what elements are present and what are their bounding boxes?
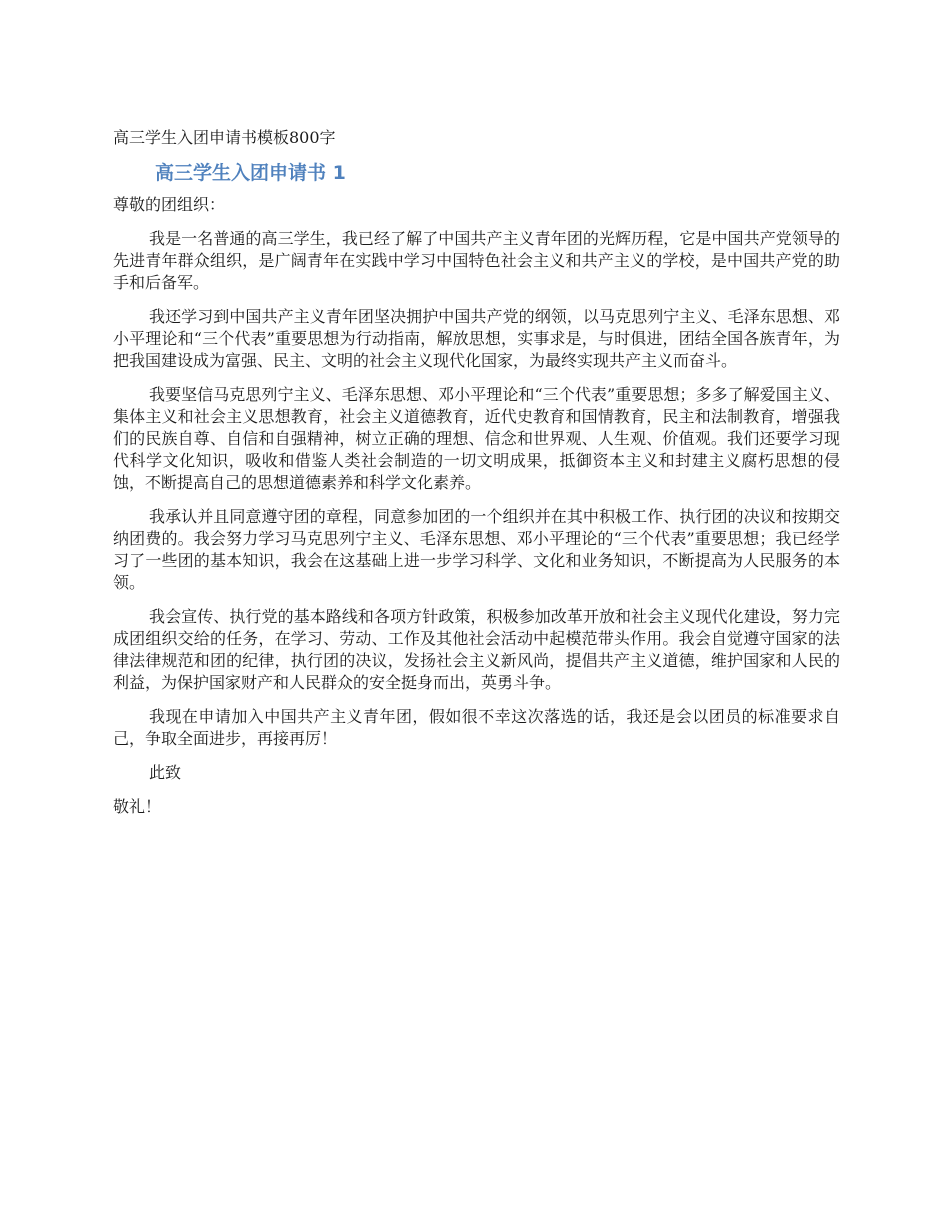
section-heading: 高三学生入团申请书 1 [155, 162, 346, 184]
document-body [113, 126, 840, 818]
body-paragraph: 我承认并且同意遵守团的章程，同意参加团的一个组织并在其中积极工作、执行团的决议和按期交纳团费的。我会努力学习马克思列宁主义、毛泽东思想、邓小平理论的“三个代表”重要思想；我已经学习了一些团的基本知识，我会在这基础上进一步学习科学、文化和业务知识，不断提高为人民服务的本领。 [113, 507, 840, 592]
regards-line: 敬礼！ [113, 797, 162, 816]
document-title: 高三学生入团申请书模板800字 [113, 128, 336, 147]
salutation: 尊敬的团组织： [113, 195, 226, 214]
body-paragraph: 我还学习到中国共产主义青年团坚决拥护中国共产党的纲领，以马克思列宁主义、毛泽东思想、邓小平理论和“三个代表”重要思想为行动指南，解放思想，实事求是，与时俱进，团结全国各族青年，为把我国建设成为富强、民主、文明的社会主义现代化国家，为最终实现共产主义而奋斗。 [113, 307, 840, 370]
body-paragraph: 我要坚信马克思列宁主义、毛泽东思想、邓小平理论和“三个代表”重要思想；多多了解爱国主义、集体主义和社会主义思想教育，社会主义道德教育，近代史教育和国情教育，民主和法制教育，增强我们的民族自尊、自信和自强精神，树立正确的理想、信念和世界观、人生观、价值观。我们还要学习现代科学文化知识，吸收和借鉴人类社会制造的一切文明成果，抵御资本主义和封建主义腐朽思想的侵蚀，不断提高自己的思想道德素养和科学文化素养。 [113, 385, 840, 492]
body-paragraph: 我是一名普通的高三学生，我已经了解了中国共产主义青年团的光辉历程，它是中国共产党领导的先进青年群众组织，是广阔青年在实践中学习中国特色社会主义和共产主义的学校，是中国共产党的助手和后备军。 [113, 229, 840, 292]
body-paragraph: 我现在申请加入中国共产主义青年团，假如很不幸这次落选的话，我还是会以团员的标准要求自己，争取全面进步，再接再厉！ [113, 707, 840, 748]
body-paragraph: 我会宣传、执行党的基本路线和各项方针政策，积极参加改革开放和社会主义现代化建设，努力完成团组织交给的任务，在学习、劳动、工作及其他社会活动中起模范带头作用。我会自觉遵守国家的法律法律规范和团的纪律，执行团的决议，发扬社会主义新风尚，提倡共产主义道德，维护国家和人民的利益，为保护国家财产和人民群众的安全挺身而出，英勇斗争。 [113, 607, 840, 692]
closing-line: 此致 [149, 763, 182, 782]
